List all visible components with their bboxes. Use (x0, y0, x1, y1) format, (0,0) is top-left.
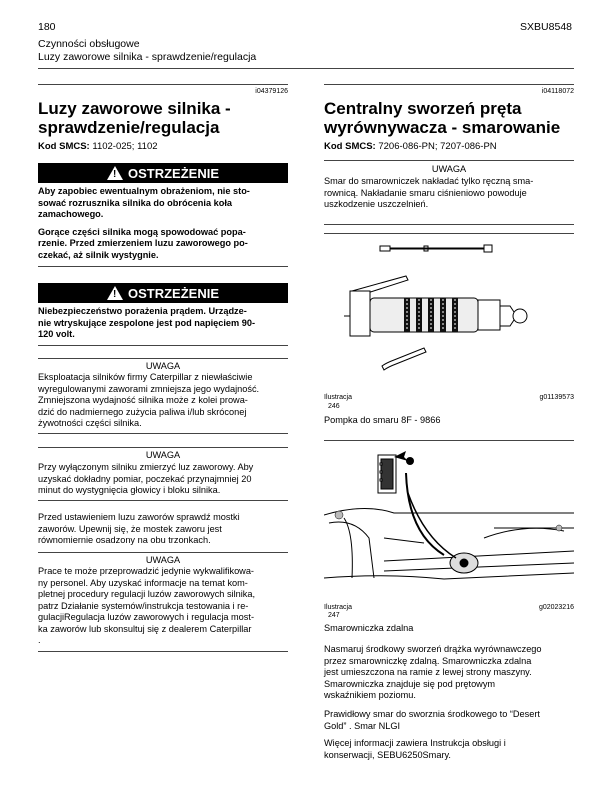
right-title-line2: wyrównywacza - smarowanie (324, 118, 561, 137)
text-line: jest umieszczona na ramie z lewej strony maszyny. (324, 667, 532, 677)
warning-2-text (38, 306, 288, 341)
text-line: rownicą. Nakładanie smaru ciśnieniowo powoduje (324, 187, 527, 198)
fig246-caption: Pompka do smaru 8F - 9866 (324, 415, 441, 425)
fig247-caption: Smarowniczka zdalna (324, 623, 414, 633)
figure-top-rule (324, 440, 574, 441)
divider (38, 345, 288, 346)
doc-code: SXBU8548 (520, 21, 572, 33)
text-line: Gold” . Smar NLGI (324, 720, 401, 731)
text-line: nie wtryskujące zespolone jest pod napięciem 90- (38, 317, 256, 328)
text-line: uzyskać dokładny pomiar, poczekać przynajmniej 20 (38, 473, 252, 484)
text-line: rzenie. Przed zmierzeniem luzu zaworowego po- (38, 238, 248, 248)
left-title-line1: Luzy zaworowe silnika - (38, 99, 231, 118)
left-ref-rule (38, 84, 288, 85)
warning-1-text (38, 186, 288, 261)
text-line: konserwacji, SEBU6250Smary. (324, 749, 451, 760)
fig246-id: g01139573 (539, 394, 574, 401)
warning-triangle-icon: ! (107, 166, 123, 180)
text-line: przez smarowniczkę zdalną. Smarowniczka zdalna (324, 655, 532, 666)
text-line: Aby zapobiec ewentualnym obrażeniom, nie sto- (38, 186, 250, 196)
divider (38, 447, 288, 448)
left-title (38, 99, 231, 137)
notice-3-label: UWAGA (145, 555, 181, 565)
right-smcs (324, 141, 497, 152)
smcs-value: 1102-025; 1102 (92, 141, 158, 152)
notice-1-label: UWAGA (145, 361, 181, 371)
section-title: Czynności obsługowe (38, 38, 140, 50)
fig246-label: Ilustracja (324, 394, 353, 401)
smcs-value: 7206-086-PN; 7207-086-PN (378, 141, 497, 152)
text-line: 120 volt. (38, 329, 75, 339)
header-divider (38, 68, 574, 69)
divider (38, 358, 288, 359)
text-line: Zmniejszona wydajność silnika może z kolei prowa- (38, 395, 248, 405)
text-line: równomiernie osadzony na obu trzonkach. (38, 535, 211, 545)
grease-gun-illustration (324, 236, 574, 386)
warning-banner-2 (38, 283, 288, 303)
page-number: 180 (38, 21, 56, 33)
notice-1-text (38, 372, 288, 430)
text-line: Przy wyłączonym silniku zmierzyć luz zaworowy. Aby (38, 462, 254, 472)
text-line: minut do wystygnięcia głowicy i bloku silnika. (38, 485, 221, 495)
text-line: ny personel. Aby uzyskać informacje na temat kom- (38, 577, 248, 588)
right-notice-label: UWAGA (431, 164, 467, 174)
left-ref-id: i04379126 (255, 88, 288, 95)
paragraph-lubricate (324, 644, 574, 702)
text-line: Prawidłowy smar do sworznia środkowego to “Desert (324, 709, 540, 719)
fig247-label: Ilustracja (324, 604, 353, 611)
divider (324, 160, 574, 161)
text-line: patrz Działanie systemów/instrukcja testowania i re- (38, 600, 249, 611)
subsection-title: Luzy zaworowe silnika - sprawdzenie/regulacja (38, 51, 257, 63)
right-notice-text (324, 176, 574, 211)
notice-3-text (38, 566, 288, 647)
text-line: Smarowniczka znajduje się pod prętowym (324, 678, 496, 689)
text-line: gulacjiRegulacja luzów zaworowych i regulacja most- (38, 612, 255, 622)
paragraph-more-info (324, 738, 574, 761)
smcs-label: Kod SMCS: (324, 141, 376, 152)
text-line: czekać, aż silnik wystygnie. (38, 249, 159, 260)
text-line: pletnej procedury regulacji luzów zaworowych silnika, (38, 589, 256, 599)
warning-label: OSTRZEŻENIE (127, 165, 219, 181)
paragraph-grease-type (324, 709, 574, 732)
text-line: Niebezpieczeństwo porażenia prądem. Urządze- (38, 306, 247, 316)
paragraph-valve-bridges (38, 512, 288, 547)
text-line: Prace te może przeprowadzić jedynie wykwalifikowa- (38, 566, 254, 576)
text-line: żywotności części silnika. (38, 418, 142, 428)
divider (38, 500, 288, 501)
warning-triangle-icon: ! (107, 286, 123, 300)
divider (324, 224, 574, 225)
text-line: dzić do nadmiernego zużycia paliwa i/lub skróconej (38, 406, 247, 417)
divider (38, 266, 288, 267)
figure-top-rule (324, 233, 574, 234)
fig247-id: g02023216 (538, 604, 574, 611)
warning-banner-1 (38, 163, 288, 183)
fig246-number: 246 (328, 403, 340, 410)
notice-2-label: UWAGA (145, 450, 181, 460)
text-line: Nasmaruj środkowy sworzeń drążka wyrównawczego (324, 644, 542, 654)
text-line: wskaźnikiem poziomu. (324, 690, 416, 700)
divider (38, 433, 288, 434)
text-line: Gorące części silnika mogą spowodować popa- (38, 226, 246, 237)
notice-2-text (38, 462, 288, 497)
smcs-label: Kod SMCS: (38, 141, 90, 152)
divider (38, 651, 288, 652)
left-title-line2: sprawdzenie/regulacja (38, 118, 220, 137)
left-smcs (38, 141, 158, 152)
text-line: Eksploatacja silników firmy Caterpillar z niewłaściwie (38, 372, 253, 382)
text-line: zamachowego. (38, 209, 104, 219)
warning-label: OSTRZEŻENIE (127, 285, 219, 301)
right-ref-rule (324, 84, 574, 85)
remote-fitting-illustration (324, 443, 574, 598)
divider (38, 552, 288, 553)
right-title (324, 99, 560, 137)
right-ref-id: i04118072 (541, 88, 574, 95)
text-line: Smar do smarowniczek nakładać tylko ręczną sma- (324, 176, 534, 186)
text-line: wyregulowanymi zaworami zmniejsza jego wydajność. (38, 383, 260, 394)
text-line: . (38, 635, 41, 645)
text-line: Przed ustawieniem luzu zaworów sprawdź mostki (38, 512, 240, 522)
text-line: zaworów. Upewnij się, że mostek zaworu jest (38, 523, 222, 534)
text-line: sować rozrusznika silnika do obrócenia koła (38, 197, 233, 208)
right-title-line1: Centralny sworzeń pręta (324, 99, 522, 118)
text-line: uszkodzenie uszczelnień. (324, 199, 429, 209)
fig247-number: 247 (328, 612, 340, 619)
text-line: Więcej informacji zawiera Instrukcja obsługi i (324, 738, 506, 748)
text-line: ka zaworów lub skonsultuj się z dealerem Caterpillar (38, 623, 252, 634)
